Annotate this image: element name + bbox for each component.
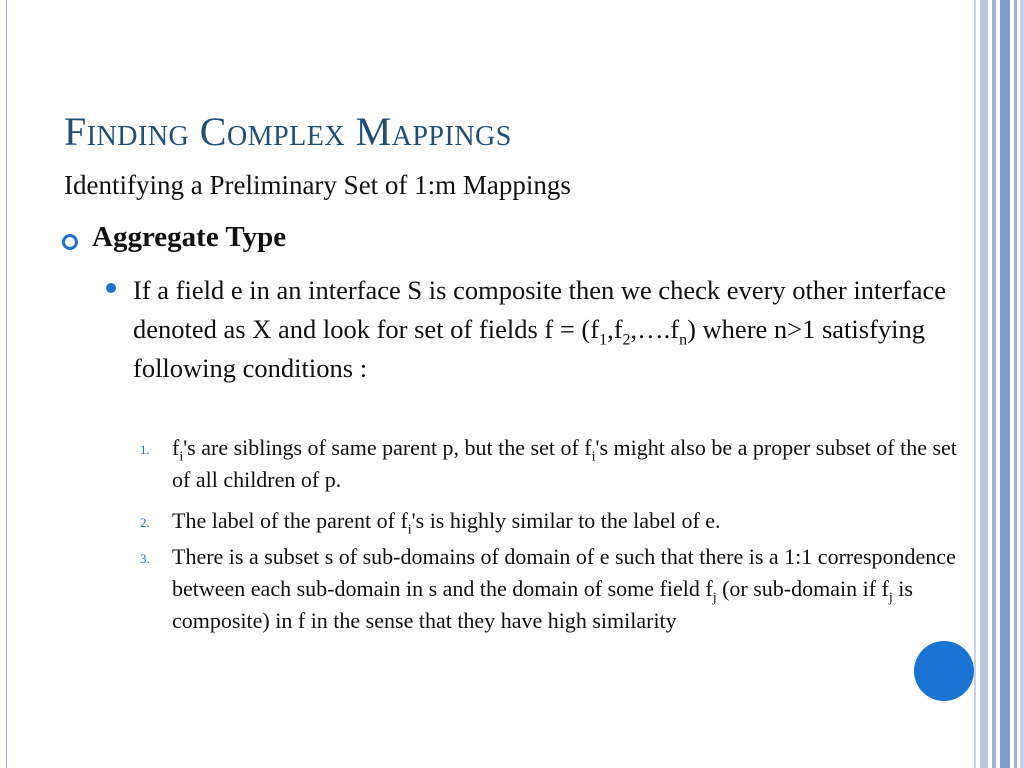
ring-bullet-icon <box>62 234 78 250</box>
subscript: j <box>712 590 717 606</box>
subscript: i <box>179 449 184 465</box>
composite-field-paragraph <box>133 271 953 388</box>
subscript: i <box>407 522 412 538</box>
dot-bullet-icon <box>106 283 116 293</box>
stripe <box>974 0 976 768</box>
list-item <box>172 505 962 537</box>
subscript: n <box>679 331 688 349</box>
aggregate-type-heading: Aggregate Type <box>92 221 287 253</box>
list-number: 2. <box>140 515 150 530</box>
slide-subtitle: Identifying a Preliminary Set of 1:m Mappings <box>64 170 571 200</box>
stripe <box>980 0 988 768</box>
text-run: The label of the parent of f <box>172 508 408 533</box>
text-run: 's is highly similar to the label of e. <box>411 508 721 533</box>
list-item <box>172 432 962 496</box>
slide-title: Finding Complex Mappings <box>64 109 512 154</box>
decorative-circle <box>914 641 974 701</box>
text-run: There is a subset s of sub-domains of domain of e such that there is a 1:1 correspondence between each sub-domain in s and the domain of some field f <box>172 544 956 601</box>
subscript: j <box>888 590 893 606</box>
list-item <box>172 541 962 637</box>
subscript: 2 <box>622 331 631 349</box>
stripe <box>992 0 996 768</box>
decorative-stripes <box>974 0 1024 768</box>
stripe <box>1014 0 1017 768</box>
text-run: ,….f <box>630 314 680 344</box>
stripe <box>1000 0 1010 768</box>
text-run: (or sub-domain if f <box>716 576 889 601</box>
text-run: f <box>172 435 180 460</box>
subscript: 1 <box>599 331 608 349</box>
list-number: 1. <box>140 442 150 457</box>
text-run: is composite) in f in the sense that they have high similarity <box>172 576 913 633</box>
list-number: 3. <box>140 551 150 566</box>
text-run: 's are siblings of same parent p, but the set of f <box>183 435 592 460</box>
text-run: ,f <box>607 314 623 344</box>
text-run: If a field e in an interface S is composite then we check every other interface denoted as X and look for set of fields f = (f <box>133 275 947 344</box>
text-run: 's might also be a proper subset of the set of all children of p. <box>172 435 957 492</box>
subscript: i <box>591 449 596 465</box>
text-run: ) where n>1 satisfying following conditions : <box>133 314 926 383</box>
left-frame-line <box>6 0 7 768</box>
stripe <box>1020 0 1024 768</box>
